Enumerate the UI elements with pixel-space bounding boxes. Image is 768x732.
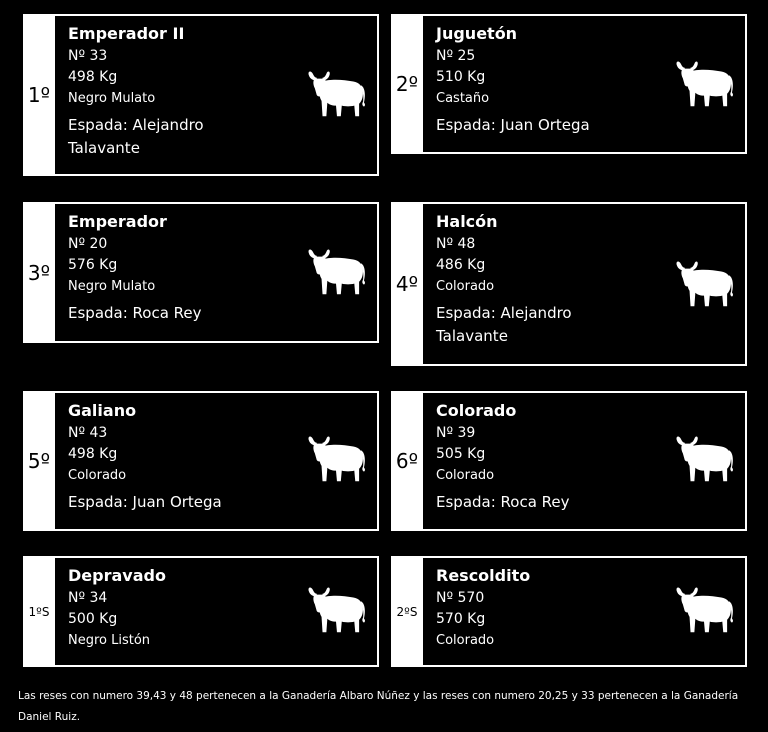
bull-order: 2º xyxy=(393,16,423,152)
bull-weight: 576 Kg xyxy=(68,257,118,273)
bull-icon xyxy=(673,60,735,112)
bull-number: Nº 20 xyxy=(68,236,108,252)
bull-icon xyxy=(305,248,367,300)
bull-name: Juguetón xyxy=(436,24,518,43)
bull-weight: 570 Kg xyxy=(436,611,486,627)
bull-espada: Espada: Roca Rey xyxy=(436,493,570,511)
bull-number: Nº 43 xyxy=(68,425,108,441)
bull-coat: Colorado xyxy=(436,468,495,483)
bull-coat: Negro Mulato xyxy=(68,279,156,294)
bull-espada: Espada: Alejandro Talavante xyxy=(68,116,204,157)
bull-number: Nº 33 xyxy=(68,48,108,64)
bull-icon xyxy=(305,70,367,122)
footnote: Las reses con numero 39,43 y 48 pertenecen a la Ganadería Albaro Núñez y las reses con numero 20,25 y 33 pertenecen a la Ganadería Daniel Ruiz. xyxy=(18,690,739,723)
bull-coat: Colorado xyxy=(436,279,495,294)
bull-icon xyxy=(673,586,735,638)
bull-name: Emperador xyxy=(68,212,167,231)
bull-espada: Espada: Juan Ortega xyxy=(436,116,590,134)
bull-card-1 xyxy=(23,14,379,176)
bull-coat: Colorado xyxy=(436,633,495,648)
bull-order: 4º xyxy=(393,204,423,364)
bull-order: 5º xyxy=(25,393,55,529)
bull-number: Nº 570 xyxy=(436,590,485,606)
bull-order: 3º xyxy=(25,204,55,341)
bull-name: Emperador II xyxy=(68,24,185,43)
bull-card-3 xyxy=(23,202,379,343)
bull-name: Galiano xyxy=(68,401,137,420)
bull-number: Nº 48 xyxy=(436,236,476,252)
bull-number: Nº 34 xyxy=(68,590,108,606)
bull-name: Rescoldito xyxy=(436,566,531,585)
bull-name: Colorado xyxy=(436,401,517,420)
bull-icon xyxy=(305,586,367,638)
bull-espada: Espada: Juan Ortega xyxy=(68,493,222,511)
bull-number: Nº 25 xyxy=(436,48,476,64)
bull-card-6 xyxy=(391,391,747,531)
bull-weight: 510 Kg xyxy=(436,69,486,85)
bull-name: Depravado xyxy=(68,566,166,585)
bull-weight: 500 Kg xyxy=(68,611,118,627)
bull-weight: 498 Kg xyxy=(68,446,118,462)
bull-weight: 505 Kg xyxy=(436,446,486,462)
bull-card-4 xyxy=(391,202,747,366)
bull-coat: Negro Listón xyxy=(68,633,151,648)
bull-icon xyxy=(305,435,367,487)
bull-order: 1ºS xyxy=(25,558,55,665)
bull-espada: Espada: Alejandro Talavante xyxy=(436,304,572,345)
bull-card-sobrero-1 xyxy=(23,556,379,667)
bull-weight: 498 Kg xyxy=(68,69,118,85)
bull-icon xyxy=(673,260,735,312)
bull-coat: Colorado xyxy=(68,468,127,483)
bull-icon xyxy=(673,435,735,487)
bull-coat: Castaño xyxy=(436,91,490,106)
bull-order: 2ºS xyxy=(393,558,423,665)
bull-weight: 486 Kg xyxy=(436,257,486,273)
bull-number: Nº 39 xyxy=(436,425,476,441)
bull-order: 1º xyxy=(25,16,55,174)
bull-coat: Negro Mulato xyxy=(68,91,156,106)
bull-card-sobrero-2 xyxy=(391,556,747,667)
bull-card-5 xyxy=(23,391,379,531)
bull-card-2 xyxy=(391,14,747,154)
bull-name: Halcón xyxy=(436,212,498,231)
bull-order: 6º xyxy=(393,393,423,529)
bull-espada: Espada: Roca Rey xyxy=(68,304,202,322)
